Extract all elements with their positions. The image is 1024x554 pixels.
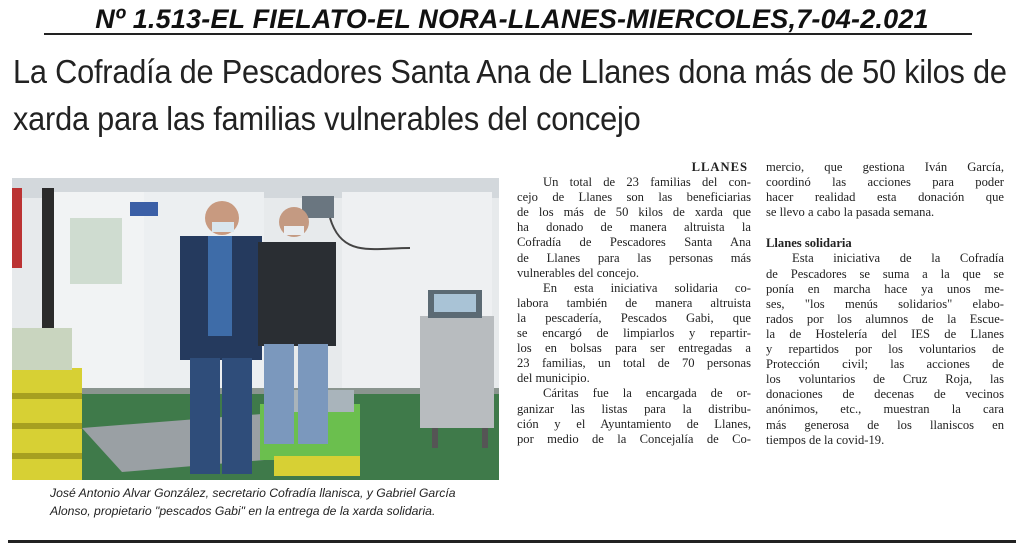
article-column-1 [517,160,751,447]
masthead-underline [44,33,972,35]
body-line: Cáritas fue la encargada de or- [543,386,751,401]
body-line: ha donado de manera altruista la [517,220,751,235]
body-line: Protección civil; las acciones de [766,357,1004,372]
body-line: del municipio. [517,371,590,386]
body-line: Esta iniciativa de la Cofradía [792,251,1004,266]
body-line: ganizar las listas para la distribu- [517,401,751,416]
dateline: LLANES [691,160,748,174]
headline-line-1: La Cofradía de Pescadores Santa Ana de Llanes dona más de 50 kilos de [13,53,1007,90]
body-line: ses, "los menús solidarios" elabo- [766,296,1004,311]
photo-caption [50,484,520,520]
caption-line-2: Alonso, propietario "pescados Gabi" en la entrega de la xarda solidaria. [50,504,436,518]
body-line: hacer realidad esta donación que [766,190,1004,205]
body-line: los voluntarios de Cruz Roja, las [766,372,1004,387]
body-line: de Pescadores se suma a la que se [766,266,1004,281]
headline-line-2: xarda para las familias vulnerables del concejo [13,100,641,137]
body-line: se llevo a cabo la pasada semana. [766,205,935,220]
body-line: de los más de 50 kilos de xarda que [517,205,751,220]
body-line: rados por los alumnos de la Escue- [766,311,1004,326]
body-line: coordinó las acciones para poder [766,175,1004,190]
bottom-rule [8,540,1016,543]
body-line: de Llanes para las personas más [517,250,751,265]
body-line: ción y el Ayuntamiento de Llanes, [517,416,751,431]
body-line: y repartidos por los voluntarios de [766,342,1004,357]
body-line: anónimos, etc., muestran la cara [766,402,1004,417]
headline [13,48,1007,142]
body-line: más generosa de los llaniscos en [766,417,1004,432]
body-line: la pescadería, Pescados Gabi, que [517,310,751,325]
body-line: Un total de 23 familias del con- [543,175,751,190]
body-line: cejo de Llanes son las beneficiarias [517,190,751,205]
body-line: vulnerables del concejo. [517,265,640,280]
photo-illustration [12,178,499,480]
body-line: Cofradía de Pescadores Santa Ana [517,235,751,250]
body-line: En esta iniciativa solidaria co- [543,280,751,295]
body-line: ponía en marcha hace ya unos me- [766,281,1004,296]
body-line: mercio, que gestiona Iván García, [766,160,1004,174]
body-line: se encargó de limpiarlos y repartir- [517,326,751,341]
article-column-2 [766,160,1004,448]
caption-line-1: José Antonio Alvar González, secretario Cofradía llanisca, y Gabriel García [50,486,456,500]
body-line: la de Hostelería del IES de Llanes [766,326,1004,341]
masthead: Nº 1.513-EL FIELATO-EL NORA-LLANES-MIERCOLES,7-04-2.021 [95,4,929,34]
body-line: labora también de manera altruista [517,295,751,310]
body-line: por medio de la Concejalía de Co- [517,431,751,446]
body-line: los en bolsas para ser entregadas a [517,341,751,356]
article-photo [12,178,499,480]
body-line: donaciones de decenas de vecinos [766,387,1004,402]
body-line: 23 familias, un total de 70 personas [517,356,751,371]
subheading: Llanes solidaria [766,236,852,251]
body-line: tiempos de la covid-19. [766,432,885,447]
